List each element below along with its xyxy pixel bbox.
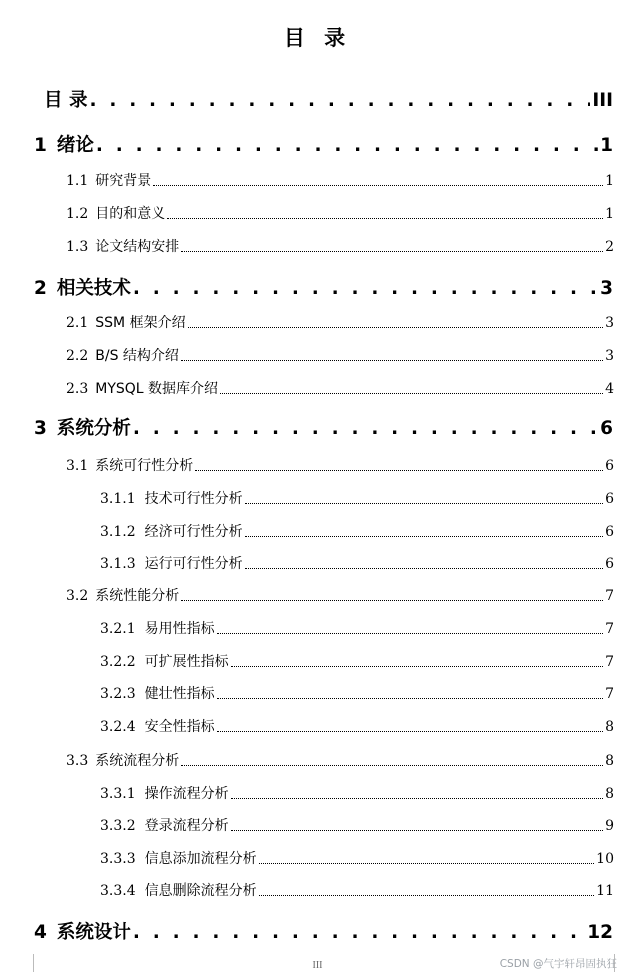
toc-entry-level2[interactable]: [100, 521, 614, 541]
toc-entry-title: SSM 框架介绍: [95, 315, 186, 331]
toc-entry-title: 研究背景: [95, 173, 152, 189]
toc-leader-dots: [259, 894, 595, 896]
toc-entry-page: 7: [605, 654, 614, 670]
toc-entry-title: 系统可行性分析: [95, 458, 194, 474]
toc-entry-page: 6: [605, 458, 614, 474]
toc-entry-level1[interactable]: [66, 236, 614, 256]
toc-entry-level1[interactable]: [66, 170, 614, 190]
toc-leader-dots: [217, 730, 603, 732]
toc-entry-title: 信息删除流程分析: [144, 883, 257, 899]
toc-entry-page: III: [592, 90, 613, 111]
toc-entry-level2[interactable]: [100, 848, 614, 868]
toc-entry-number: 3.1.3: [100, 556, 136, 572]
toc-entry-title: 相关技术: [56, 278, 131, 299]
toc-entry-level2[interactable]: [100, 651, 614, 671]
toc-leader-dots: [181, 764, 603, 766]
toc-entry-level1[interactable]: [66, 585, 614, 605]
toc-entry-level2[interactable]: [100, 618, 614, 638]
toc-entry-number: 3.2.1: [100, 621, 136, 637]
toc-leader-dots: [259, 862, 595, 864]
watermark: CSDN @气宇轩昂固执狂: [499, 958, 617, 970]
toc-entry-number: 3.3.3: [100, 851, 136, 867]
toc-entry-page: 3: [605, 315, 614, 331]
toc-entry-number: 3.2.4: [100, 719, 136, 735]
toc-leader-dots: [231, 665, 603, 667]
toc-entry-number: 3.1.2: [100, 524, 136, 540]
toc-leader-dots: [217, 632, 603, 634]
toc-entry-page: 10: [596, 851, 614, 867]
toc-entry-level2[interactable]: [100, 553, 614, 573]
toc-entry-level0[interactable]: [34, 274, 613, 300]
toc-leader-dots: [133, 922, 585, 943]
toc-entry-page: 2: [605, 239, 614, 255]
toc-entry-number: 2.2: [66, 348, 89, 364]
toc-entry-level1[interactable]: [66, 203, 614, 223]
toc-entry-title: 技术可行性分析: [144, 491, 243, 507]
page-title: 目 录: [283, 26, 352, 50]
toc-entry-page: 7: [605, 621, 614, 637]
toc-entry-title: B/S 结构介绍: [95, 348, 179, 364]
toc-entry-number: 1.3: [66, 239, 89, 255]
toc-leader-dots: [167, 217, 603, 219]
toc-entry-number: 2.3: [66, 381, 89, 397]
toc-entry-page: 6: [605, 556, 614, 572]
toc-entry-title: 健壮性指标: [144, 686, 215, 702]
toc-entry-level2[interactable]: [100, 783, 614, 803]
toc-entry-title: 目的和意义: [95, 206, 166, 222]
toc-entry-level2[interactable]: [100, 716, 614, 736]
toc-entry-page: 6: [605, 524, 614, 540]
toc-entry-title: 系统流程分析: [95, 753, 180, 769]
toc-entry-level2[interactable]: [100, 488, 614, 508]
toc-entry-title: 登录流程分析: [144, 818, 229, 834]
toc-entry-level0[interactable]: [34, 131, 613, 157]
toc-leader-dots: [181, 359, 603, 361]
toc-entry-page: 8: [605, 719, 614, 735]
toc-leader-dots: [245, 567, 603, 569]
toc-entry-number: 1.1: [66, 173, 89, 189]
toc-entry-number: 3.3.2: [100, 818, 136, 834]
toc-entry-number: 3.2: [66, 588, 89, 604]
toc-entry-number: 3.3.1: [100, 786, 136, 802]
toc-entry-page: 8: [605, 786, 614, 802]
toc-entry-title: 运行可行性分析: [144, 556, 243, 572]
toc-leader-dots: [217, 697, 603, 699]
toc-entry-number: 2.1: [66, 315, 89, 331]
toc-leader-dots: [153, 184, 603, 186]
toc-entry-number: 3.1.1: [100, 491, 136, 507]
toc-entry-title: 系统性能分析: [95, 588, 180, 604]
toc-entry-level0[interactable]: [34, 918, 613, 944]
toc-leader-dots: [220, 392, 603, 394]
toc-leader-dots: [89, 90, 590, 111]
toc-entry-title: MYSQL 数据库介绍: [95, 381, 219, 397]
toc-entry-number: 2: [34, 278, 47, 299]
toc-entry-page: 1: [605, 206, 614, 222]
toc-leader-dots: [195, 469, 603, 471]
toc-entry-level1[interactable]: [66, 455, 614, 475]
toc-entry-number: 3.2.3: [100, 686, 136, 702]
toc-entry-title: 系统设计: [56, 922, 131, 943]
toc-leader-dots: [188, 326, 604, 328]
toc-entry-page: 11: [596, 883, 614, 899]
toc-entry-title: 可扩展性指标: [144, 654, 229, 670]
toc-entry-page: 6: [605, 491, 614, 507]
toc-entry-title: 安全性指标: [144, 719, 215, 735]
toc-entry-level2[interactable]: [100, 815, 614, 835]
toc-entry-number: 3.3.4: [100, 883, 136, 899]
toc-entry-title: 论文结构安排: [95, 239, 180, 255]
toc-leader-dots: [231, 797, 603, 799]
toc-entry-level1[interactable]: [66, 312, 614, 332]
toc-entry-title: 信息添加流程分析: [144, 851, 257, 867]
toc-entry-page: 1: [600, 135, 613, 156]
toc-entry-page: 7: [605, 588, 614, 604]
toc-entry-title: 绪论: [56, 135, 94, 156]
toc-entry-number: 1: [34, 135, 47, 156]
toc-leader-dots: [181, 599, 603, 601]
toc-entry-number: 3: [34, 418, 47, 439]
toc-entry-number: 1.2: [66, 206, 89, 222]
toc-entry-level0[interactable]: [34, 414, 613, 440]
toc-entry-page: 3: [605, 348, 614, 364]
toc-entry-title: 目 录: [44, 90, 88, 111]
toc-leader-dots: [181, 250, 603, 252]
toc-entry-level0[interactable]: [34, 86, 613, 112]
toc-entry-level2[interactable]: [100, 880, 614, 900]
toc-entry-page: 7: [605, 686, 614, 702]
toc-entry-title: 操作流程分析: [144, 786, 229, 802]
toc-entry-page: 12: [587, 922, 613, 943]
toc-leader-dots: [96, 135, 598, 156]
toc-entry-page: 9: [605, 818, 614, 834]
toc-entry-page: 6: [600, 418, 613, 439]
toc-leader-dots: [133, 418, 598, 439]
footer-page-number: III: [312, 960, 323, 971]
toc-leader-dots: [245, 535, 603, 537]
toc-entry-level1[interactable]: [66, 378, 614, 398]
toc-entry-level1[interactable]: [66, 345, 614, 365]
toc-entry-level1[interactable]: [66, 750, 614, 770]
toc-entry-number: 4: [34, 922, 47, 943]
toc-entry-title: 系统分析: [56, 418, 131, 439]
toc-entry-page: 1: [605, 173, 614, 189]
toc-entry-page: 3: [600, 278, 613, 299]
toc-entry-number: 3.3: [66, 753, 89, 769]
toc-leader-dots: [245, 502, 603, 504]
toc-entry-title: 易用性指标: [144, 621, 215, 637]
toc-entry-level2[interactable]: [100, 683, 614, 703]
toc-leader-dots: [231, 829, 603, 831]
toc-leader-dots: [133, 278, 598, 299]
toc-entry-page: 4: [605, 381, 614, 397]
toc-entry-title: 经济可行性分析: [144, 524, 243, 540]
toc-entry-number: 3.2.2: [100, 654, 136, 670]
toc-entry-number: 3.1: [66, 458, 89, 474]
toc-entry-page: 8: [605, 753, 614, 769]
